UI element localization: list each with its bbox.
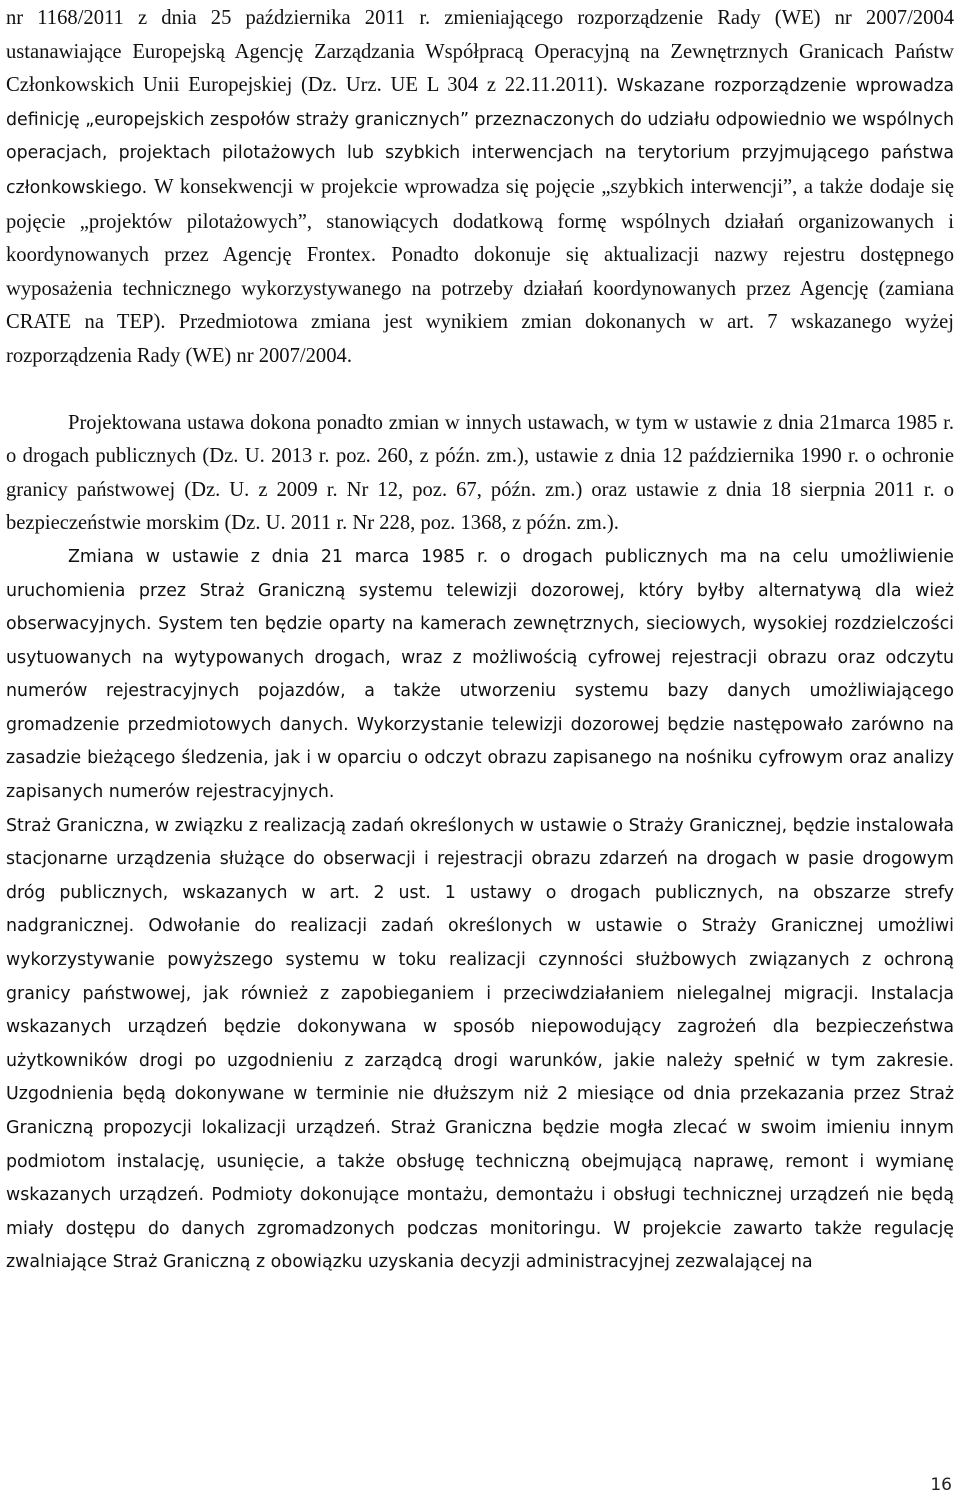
paragraph-public-roads-change: Zmiana w ustawie z dnia 21 marca 1985 r. o drogach publicznych ma na celu umożliwienie uruchomienia przez Straż Graniczną systemu telewizji dozorowej, który byłby alternatywą dla wież obserwacyjnych. System ten będzie oparty na kamerach zewnętrznych, sieciowych, wysokiej rozdzielczości usytuowanych na wytypowanych drogach, wraz z możliwością cyfrowej rejestracji obrazu oraz odczytu numerów rejestracyjnych pojazdów, a także utworzeniu systemu bazy danych umożliwiającego gromadzenie przedmiotowych danych. Wykorzystanie telewizji dozorowej będzie następowało zarówno na zasadzie bieżącego śledzenia, jak i w oparciu o odczyt obrazu zapisanego na nośniku cyfrowym oraz analizy zapisanych numerów rejestracyjnych. [6,546,954,803]
paragraph-gap [6,374,954,407]
paragraph-regulation-amendment [6,2,954,374]
regulation-reference-text: nr 1168/2011 z dnia 25 października 2011 r. zmieniającego rozporządzenie Rady (WE) nr 2007/2004 ustanawiające Europejską Agencję Zarządzania Współpracą Operacyjną na Zewnętrznych Granicach Państw Członkowskich Unii Europejskiej (Dz. Urz. UE L 304 z 22.11.2011). [6,7,954,97]
page-number: 16 [930,1475,952,1495]
paragraph-other-acts: Projektowana ustawa dokona ponadto zmian w innych ustawach, w tym w ustawie z dnia 21marca 1985 r. o drogach publicznych (Dz. U. 2013 r. poz. 260, z późn. zm.), ustawie z dnia 12 października 1990 r. o ochronie granicy państwowej (Dz. U. z 2009 r. Nr 12, poz. 67, późn. zm.) oraz ustawie z dnia 18 sierpnia 2011 r. o bezpieczeństwie morskim (Dz. U. 2011 r. Nr 228, poz. 1368, z późn. zm.). [6,411,954,535]
paragraph-border-guard-devices: Straż Graniczna, w związku z realizacją zadań określonych w ustawie o Straży Granicznej, będzie instalowała stacjonarne urządzenia służące do obserwacji i rejestracji obrazu zdarzeń na drogach w pasie drogowym dróg publicznych, wskazanych w art. 2 ust. 1 ustawy o drogach publicznych, na obszarze strefy nadgranicznej. Odwołanie do realizacji zadań określonych w ustawie o Straży Granicznej umożliwi wykorzystywanie powyższego systemu w toku realizacji czynności służbowych związanych z ochroną granicy państwowej, jak również z zapobieganiem i przeciwdziałaniem nielegalnej migracji. Instalacja wskazanych urządzeń będzie dokonywana w sposób niepowodujący zagrożeń dla bezpieczeństwa użytkowników drogi po uzgodnieniu z zarządcą drogi warunków, jakie należy spełnić w tym zakresie. Uzgodnienia będą dokonywane w terminie nie dłuższym niż 2 miesiące od dnia przekazania przez Straż Graniczną propozycji lokalizacji urządzeń. Straż Graniczna będzie mogła zlecać w swoim imieniu innym podmiotom instalację, usunięcie, a także obsługę techniczną obejmującą naprawę, remont i wymianę wskazanych urządzeń. Podmioty dokonujące montażu, demontażu i obsługi technicznej urządzeń nie będą miały dostępu do danych zgromadzonych podczas monitoringu. W projekcie zawarto także regulację zwalniające Straż Graniczną z obowiązku uzyskania decyzji administracyjnej zezwalającej na [6,815,954,1273]
definition-text: Wskazane rozporządzenie wprowadza definicję „europejskich zespołów straży granicznych” przeznaczonych do udziału odpowiednio we wspólnych operacjach, projektach pilotażowych lub szybkich interwencjach na terytorium przyjmującego państwa członkowskiego. [6,76,954,198]
consequence-text: W konsekwencji w projekcie wprowadza się pojęcie „szybkich interwencji”, a także dodaje się pojęcie „projektów pilotażowych”, stanowiących dodatkową formę wspólnych działań organizowanych i koordynowanych przez Agencję Frontex. Ponadto dokonuje się aktualizacji nazwy rejestru dostępnego wyposażenia technicznego wykorzystywanego na potrzeby działań koordynowanych przez Agencję (zamiana CRATE na TEP). Przedmiotowa zmiana jest wynikiem zmian dokonanych w art. 7 wskazanego wyżej rozporządzenia Rady (WE) nr 2007/2004. [6,175,954,367]
